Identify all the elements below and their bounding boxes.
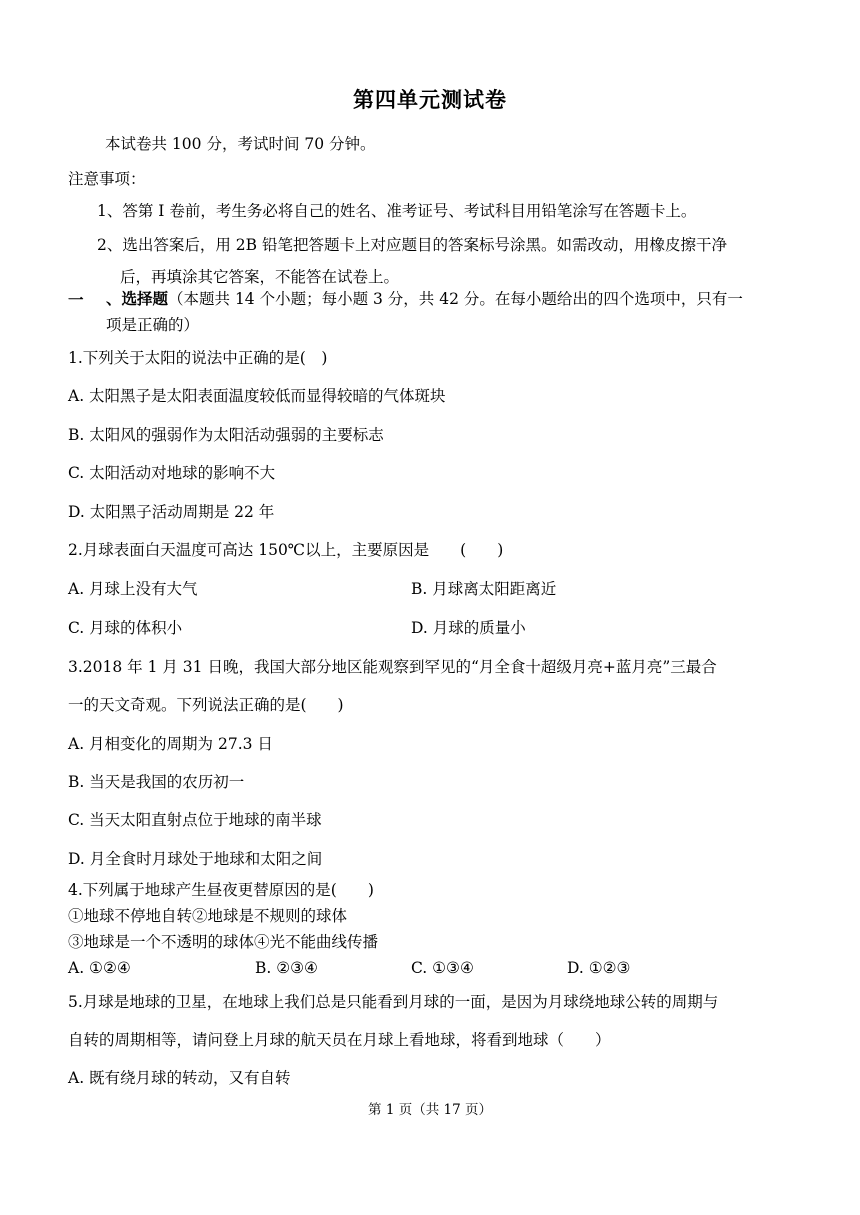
question-3-stem-line1: 3.2018 年 1 月 31 日晚，我国大部分地区能观察到罕见的“月全食十超级月亮+蓝月亮”三最合 xyxy=(68,658,717,676)
question-1-option-a: A. 太阳黑子是太阳表面温度较低而显得较暗的气体斑块 xyxy=(68,387,446,405)
notice-item-2-line1: 2、选出答案后，用 2B 铅笔把答题卡上对应题目的答案标号涂黑。如需改动，用橡皮擦干净 xyxy=(97,236,727,254)
section-desc-line1: （本题共 14 个小题；每小题 3 分，共 42 分。在每小题给出的四个选项中，只有一 xyxy=(168,290,743,308)
question-4-statement-line2: ③地球是一个不透明的球体④光不能曲线传播 xyxy=(68,933,379,951)
notice-item-1: 1、答第 I 卷前，考生务必将自己的姓名、准考证号、考试科目用铅笔涂写在答题卡上。 xyxy=(97,202,697,220)
page-title: 第四单元测试卷 xyxy=(353,87,507,112)
section-title: 、选择题 xyxy=(106,289,169,308)
question-5-stem-line2: 自转的周期相等，请问登上月球的航天员在月球上看地球，将看到地球（ ） xyxy=(68,1031,611,1049)
question-3-option-c: C. 当天太阳直射点位于地球的南半球 xyxy=(68,811,322,829)
notice-item-2-line2: 后，再填涂其它答案，不能答在试卷上。 xyxy=(120,268,400,286)
question-4-option-d: D. ①②③ xyxy=(567,959,631,977)
question-3-option-a: A. 月相变化的周期为 27.3 日 xyxy=(68,735,273,753)
question-3-option-b: B. 当天是我国的农历初一 xyxy=(68,773,245,791)
question-5-option-a: A. 既有绕月球的转动，又有自转 xyxy=(68,1069,291,1087)
page-footer: 第 1 页（共 17 页） xyxy=(368,1102,492,1118)
question-3-option-d: D. 月全食时月球处于地球和太阳之间 xyxy=(68,850,323,868)
section-heading xyxy=(106,288,743,310)
question-4-option-c: C. ①③④ xyxy=(411,959,474,977)
question-2-option-c: C. 月球的体积小 xyxy=(68,619,183,637)
question-2-option-b: B. 月球离太阳距离近 xyxy=(411,580,557,598)
section-desc-line2: 项是正确的） xyxy=(106,316,200,334)
question-2-option-d: D. 月球的质量小 xyxy=(411,619,526,637)
question-1-option-c: C. 太阳活动对地球的影响不大 xyxy=(68,464,276,482)
notice-heading: 注意事项： xyxy=(68,170,146,188)
exam-intro: 本试卷共 100 分，考试时间 70 分钟。 xyxy=(105,135,376,153)
question-1-option-d: D. 太阳黑子活动周期是 22 年 xyxy=(68,503,275,521)
question-1-stem: 1.下列关于太阳的说法中正确的是( ) xyxy=(68,349,328,367)
question-4-option-b: B. ②③④ xyxy=(255,959,318,977)
question-4-stem: 4.下列属于地球产生昼夜更替原因的是( ) xyxy=(68,881,374,899)
question-3-stem-line2: 一的天文奇观。下列说法正确的是( ) xyxy=(68,696,344,714)
question-2-stem: 2.月球表面白天温度可高达 150℃以上，主要原因是 ( ) xyxy=(68,541,504,559)
question-4-option-a: A. ①②④ xyxy=(68,959,131,977)
section-number: 一 xyxy=(68,290,84,309)
question-4-statement-line1: ①地球不停地自转②地球是不规则的球体 xyxy=(68,907,348,925)
question-1-option-b: B. 太阳风的强弱作为太阳活动强弱的主要标志 xyxy=(68,426,384,444)
question-2-option-a: A. 月球上没有大气 xyxy=(68,580,198,598)
question-5-stem-line1: 5.月球是地球的卫星，在地球上我们总是只能看到月球的一面，是因为月球绕地球公转的周期与 xyxy=(68,993,719,1011)
